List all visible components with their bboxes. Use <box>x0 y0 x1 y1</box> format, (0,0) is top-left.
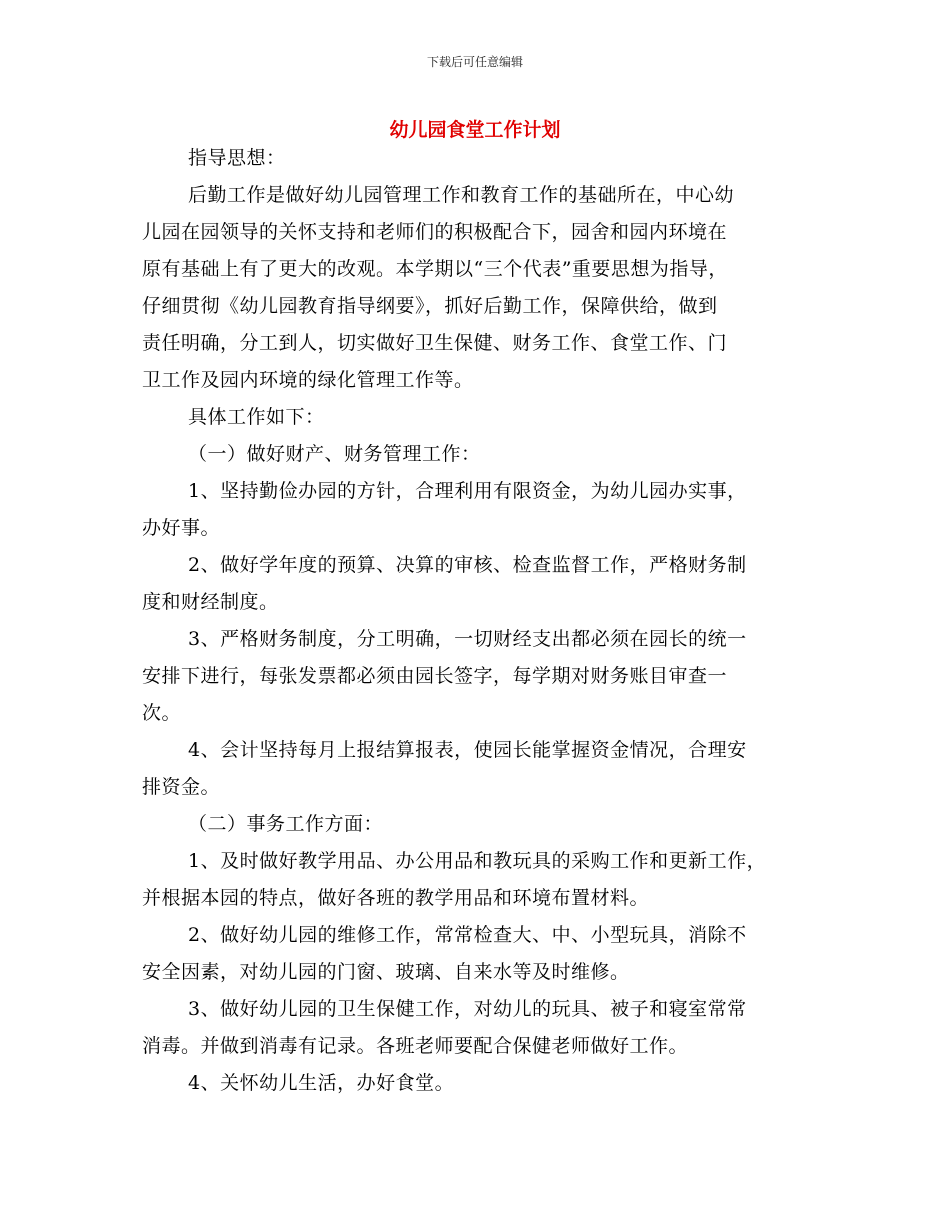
list-item-finance-1 <box>142 473 810 547</box>
text-line: 2、做好幼儿园的维修工作，常常检查大、中、小型玩具，消除不 <box>188 924 747 946</box>
section-heading-finance <box>142 436 810 473</box>
list-item-finance-3 <box>142 621 810 732</box>
paragraph-guiding-heading <box>142 140 810 177</box>
text-line: 后勤工作是做好幼儿园管理工作和教育工作的基础所在，中心幼 <box>188 184 735 206</box>
text-line: 3、严格财务制度，分工明确，一切财经支出都必须在园长的统一 <box>188 628 747 650</box>
section-heading-affairs <box>142 806 810 843</box>
text-line: 4、关怀幼儿生活，办好食堂。 <box>188 1072 455 1094</box>
text-line: 办好事。 <box>142 517 221 539</box>
list-item-affairs-4 <box>142 1065 810 1102</box>
text-line: （一）做好财产、财务管理工作： <box>188 443 481 465</box>
text-line: 具体工作如下： <box>188 406 325 428</box>
text-line: 2、做好学年度的预算、决算的审核、检查监督工作，严格财务制 <box>188 554 747 576</box>
list-item-affairs-2 <box>142 917 810 991</box>
text-line: 并根据本园的特点，做好各班的教学用品和环境布置材料。 <box>142 887 650 909</box>
text-line: 4、会计坚持每月上报结算报表，使园长能掌握资金情况，合理安 <box>188 739 747 761</box>
list-item-finance-2 <box>142 547 810 621</box>
text-line: 消毒。并做到消毒有记录。各班老师要配合保健老师做好工作。 <box>142 1035 689 1057</box>
text-line: 安全因素，对幼儿园的门窗、玻璃、自来水等及时维修。 <box>142 961 630 983</box>
text-line: 儿园在园领导的关怀支持和老师们的积极配合下，园舍和园内环境在 <box>142 221 728 243</box>
text-line: 排资金。 <box>142 776 221 798</box>
text-line: 责任明确，分工到人，切实做好卫生保健、财务工作、食堂工作、门 <box>142 332 728 354</box>
paragraph-specific-heading <box>142 399 810 436</box>
text-line: 1、及时做好教学用品、办公用品和教玩具的采购工作和更新工作， <box>188 850 767 872</box>
text-line: 安排下进行，每张发票都必须由园长签字，每学期对财务账目审查一 <box>142 665 728 687</box>
list-item-finance-4 <box>142 732 810 806</box>
page-header: 下载后可任意编辑 <box>426 55 523 69</box>
text-line: 度和财经制度。 <box>142 591 279 613</box>
text-line: （二）事务工作方面： <box>188 813 384 835</box>
text-line: 仔细贯彻《幼儿园教育指导纲要》，抓好后勤工作，保障供给，做到 <box>142 295 718 317</box>
document-body <box>142 140 810 1102</box>
text-line: 次。 <box>142 702 182 724</box>
list-item-affairs-3 <box>142 991 810 1065</box>
text-line: 原有基础上有了更大的改观。本学期以“三个代表”重要思想为指导， <box>142 258 728 280</box>
text-line: 指导思想： <box>188 147 286 169</box>
document-title: 幼儿园食堂工作计划 <box>389 119 561 141</box>
list-item-affairs-1 <box>142 843 810 917</box>
text-line: 3、做好幼儿园的卫生保健工作，对幼儿的玩具、被子和寝室常常 <box>188 998 747 1020</box>
text-line: 1、坚持勤俭办园的方针，合理利用有限资金，为幼儿园办实事， <box>188 480 747 502</box>
text-line: 卫工作及园内环境的绿化管理工作等。 <box>142 369 474 391</box>
paragraph-guiding-thought <box>142 177 810 399</box>
